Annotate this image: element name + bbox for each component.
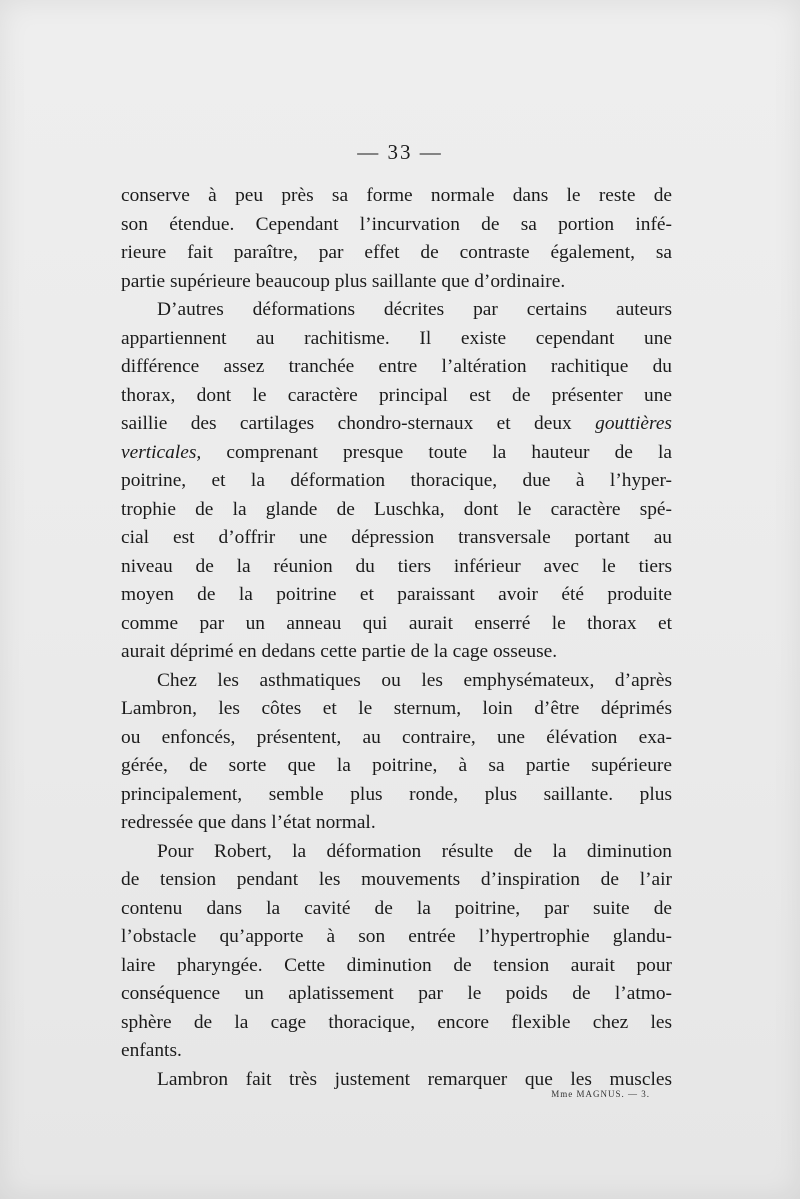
text-line: son étendue. Cependant l’incurvation de sa portion infé- [121, 213, 672, 235]
text-line: sphère de la cage thoracique, encore flexible chez les [121, 1011, 672, 1033]
text-line: thorax, dont le caractère principal est de présenter une [121, 384, 672, 406]
signature-footer: Mme MAGNUS. — 3. [551, 1089, 650, 1099]
text-line: principalement, semble plus ronde, plus saillante. plus [121, 783, 672, 805]
italic-term: gouttières [595, 413, 672, 434]
text-line: Lambron fait très justement remarquer que les muscles [157, 1068, 672, 1090]
text-line: différence assez tranchée entre l’altération rachitique du [121, 356, 672, 377]
text-line: l’obstacle qu’apporte à son entrée l’hypertrophie glandu- [121, 926, 672, 947]
text-line: cial est d’offrir une dépression transversale portant au [121, 527, 672, 548]
text-line: rieure fait paraître, par effet de contraste également, sa [121, 242, 672, 263]
text-line: trophie de la glande de Luschka, dont le caractère spé- [121, 498, 672, 520]
text-line: appartiennent au rachitisme. Il existe cependant une [121, 327, 672, 349]
text-line: conserve à peu près sa forme normale dans le reste de [121, 185, 672, 206]
text-run: comprenant presque toute la hauteur de la [226, 441, 672, 463]
text-line: D’autres déformations décrites par certains auteurs [157, 299, 672, 320]
text-line: enfants. [121, 1040, 182, 1061]
text-line-with-italic [121, 439, 672, 468]
text-line: de tension pendant les mouvements d’inspiration de l’air [121, 869, 672, 890]
text-line: gérée, de sorte que la poitrine, à sa partie supérieure [121, 755, 672, 776]
text-line: contenu dans la cavité de la poitrine, par suite de [121, 897, 672, 919]
text-line: laire pharyngée. Cette diminution de tension aurait pour [121, 954, 672, 976]
text-line: niveau de la réunion du tiers inférieur avec le tiers [121, 555, 672, 577]
text-line: comme par un anneau qui aurait enserré le thorax et [121, 612, 672, 634]
text-line: ou enfoncés, présentent, au contraire, une élévation exa- [121, 726, 672, 748]
italic-term: verticales, [121, 441, 202, 463]
text-line: partie supérieure beaucoup plus saillante que d’ordinaire. [121, 270, 566, 292]
text-line: Pour Robert, la déformation résulte de la diminution [157, 840, 672, 862]
text-line: Chez les asthmatiques ou les emphysémateux, d’après [157, 669, 672, 691]
text-run: saillie des cartilages chondro-sternaux et deux [121, 413, 572, 434]
text-line: redressée que dans l’état normal. [121, 812, 376, 833]
body-text [121, 182, 672, 1094]
text-line: Lambron, les côtes et le sternum, loin d’être déprimés [121, 698, 672, 719]
text-line: moyen de la poitrine et paraissant avoir été produite [121, 584, 672, 605]
text-line: aurait déprimé en dedans cette partie de la cage osseuse. [121, 641, 558, 662]
text-line-with-italic [121, 410, 672, 439]
page-number: — 33 — [357, 140, 443, 164]
text-line: poitrine, et la déformation thoracique, due à l’hyper- [121, 470, 672, 491]
text-line: conséquence un aplatissement par le poids de l’atmo- [121, 983, 672, 1004]
